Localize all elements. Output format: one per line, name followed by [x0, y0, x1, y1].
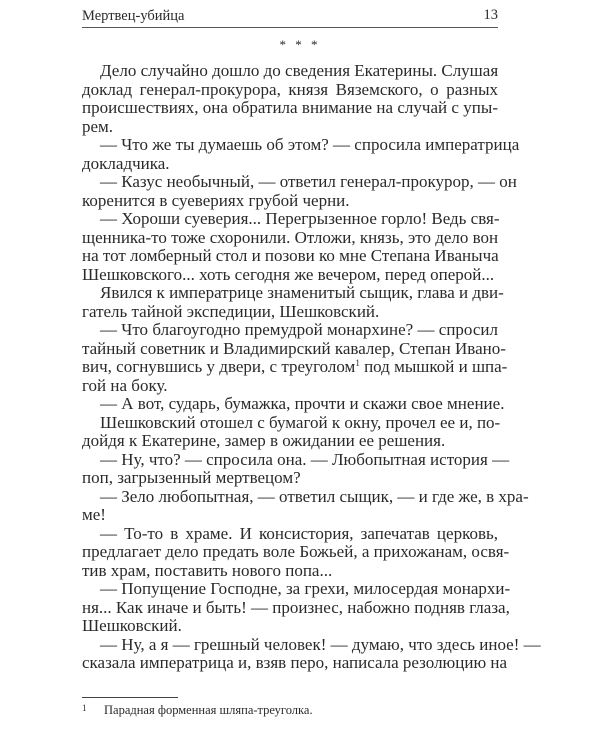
paragraph [82, 135, 520, 173]
text-line: — Что благоугодно премудрой монархине? — спросил [100, 320, 498, 339]
text-line: — Хороши суеверия... Перегрызенное горло! Ведь свя- [100, 209, 500, 228]
paragraph [82, 449, 510, 488]
paragraph [82, 579, 511, 636]
text-line: ме! [82, 505, 106, 524]
footnote-reference: 1 [355, 358, 360, 368]
text-line: Шешковский отошел с бумагой к окну, прочел ее и, по- [100, 412, 501, 432]
text-line: Шешковского... хоть сегодня же вечером, перед оперой... [82, 264, 495, 284]
text-line: ня... Как иначе и быть! — произнес, набожно подняв глаза, [82, 597, 510, 617]
text-line: на тот ломберный стол и позови ко мне Степана Иваныча [82, 246, 499, 265]
paragraph [82, 486, 529, 525]
footnote-mark: 1 [82, 703, 87, 713]
text-line: вич, согнувшись у двери, с треуголом$^1$ под мышкой и шпа- [82, 357, 508, 376]
running-header [82, 5, 498, 28]
text-line: — Ну, что? — спросила она. — Любопытная история — [100, 449, 510, 469]
chapter-title: Мертвец-убийца [82, 8, 185, 24]
paragraph [82, 412, 501, 451]
text-line: предлагает дело предать воле Божьей, а прихожанам, освя- [82, 542, 510, 561]
text-line: — Попущение Господне, за грехи, милосердая монархи- [100, 579, 511, 598]
page-number: 13 [483, 7, 498, 23]
text-line: Дело случайно дошло до сведения Екатерины. Слушая [100, 61, 499, 80]
text-line: коренится в суевериях грубой черни. [82, 190, 350, 210]
paragraph [82, 320, 508, 395]
text-line: рем. [82, 116, 114, 136]
text-line: доклад генерал-прокурора, князя Вяземского, о разных [82, 79, 498, 99]
paragraph [82, 172, 517, 210]
paragraph [82, 523, 510, 581]
text-line: сказала императрица и, взяв перо, написала резолюцию на [82, 653, 508, 672]
text-line: — Зело любопытная, — ответил сыщик, — и где же, в хра- [100, 486, 529, 506]
text-line: тив храм, поставить нового попа... [82, 560, 333, 580]
paragraph [82, 62, 498, 136]
text-line: гатель тайной экспедиции, Шешковский. [82, 301, 380, 321]
paragraph [82, 394, 505, 414]
paragraph [82, 210, 498, 284]
text-line: гой на боку. [82, 375, 168, 395]
text-line: Явился к императрице знаменитый сыщик, глава и дви- [100, 283, 504, 302]
paragraph [82, 634, 541, 673]
text-line: — А вот, сударь, бумажка, прочти и скажи свое мнение. [100, 394, 505, 413]
text-line: поп, загрызенный мертвецом? [82, 468, 301, 487]
footnote-text: Парадная форменная шляпа-треуголка. [104, 703, 313, 717]
section-separator: * * * [279, 37, 321, 52]
text-line: Шешковский. [82, 616, 182, 635]
text-line: — Ну, а я — грешный человек! — думаю, что здесь иное! — [100, 634, 541, 654]
text-line: дойдя к Екатерине, замер в ожидании ее решения. [82, 431, 446, 450]
paragraph [82, 283, 504, 321]
text-line: — Казус необычный, — ответил генерал-прокурор, — он [100, 172, 517, 191]
text-line: — То-то в храме. И консистория, запечатав церковь, [100, 523, 498, 543]
text-line: — Что же ты думаешь об этом? — спросила императрица [100, 135, 520, 154]
text-line: происшествиях, она обратила внимание на случай с упы- [82, 98, 498, 117]
footnote [82, 703, 313, 718]
text-line: докладчика. [82, 153, 170, 173]
body-text [82, 61, 541, 673]
text-line: тайный советник и Владимирский кавалер, Степан Ивано- [82, 338, 506, 358]
footnote-divider [82, 697, 178, 698]
text-line: щенника-то тоже схоронили. Отложи, князь, это дело вон [82, 227, 499, 247]
